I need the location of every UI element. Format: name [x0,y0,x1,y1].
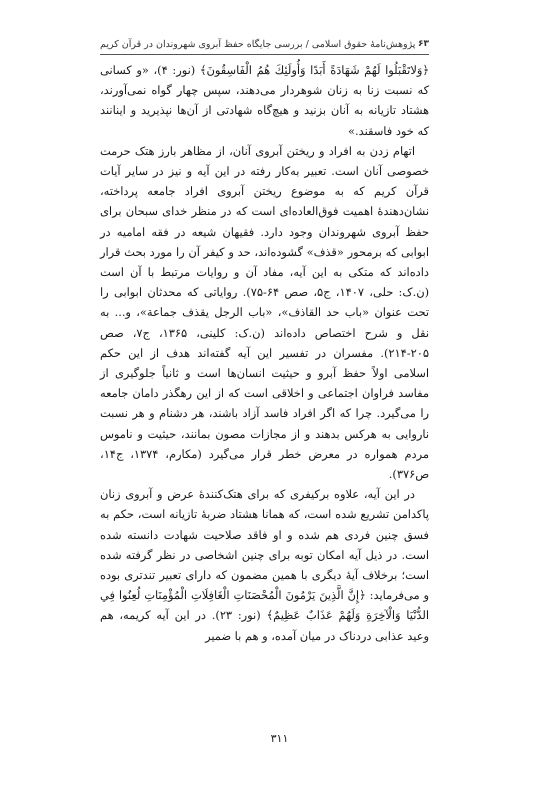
footer-page-number: ۳۱۱ [270,732,289,745]
header-divider [100,54,429,55]
page-body [100,60,429,646]
header-page-number: ۶۳ [418,39,429,49]
paragraph-1: ﴿وَلاتَقْبَلُوا لَهُمْ شَهَادَةً أَبَدًا وَأُولَئِكَ هُمُ الْفَاسِقُونَ﴾ (نور: ۴)، «و کسانی که نسبت زنا به زنان شوهردار می‌دهند، سپس چهار گواه نمی‌آورند، هشتاد تازیانه به آنان بزنید و هیچ‌گاه شهادتی از آن‌ها نپذیرید و اینانند که خود فاسقند.» [100,63,429,138]
header-running-title: پژوهش‌نامهٔ حقوق اسلامی / بررسی جایگاه حفظ آبروی شهروندان در قرآن کریم [100,38,416,50]
paragraph-2: اتهام زدن به افراد و ریختن آبروی آنان، از مظاهر بارز هتک حرمت خصوصی آنان است. تعبیر به‌کار رفته در این آیه و نیز در سایر آیات قرآن کریم که به موضوع ریختن آبروی افراد جامعه پرداخته، نشان‌دهندهٔ اهمیت فوق‌العاده‌ای است که در منظر خدای سبحان برای حفظ آبروی شهروندان وجود دارد. فقیهان شیعه در فقه امامیه در ابوابی که برمحور «قذف» گشوده‌اند، حد و کیفر آن را مورد بحث قرار داده‌اند که متکی به این آیه، مفاد آن و روایات مرتبط با آن است (ن.ک: حلی، ۱۴۰۷، ج۵، صص ۶۴-۷۵). روایاتی که محدثان ابوابی را تحت عنوان «باب حد القاذف»، «باب الرجل یقذف جماعة»، و... به نقل و شرح اختصاص داده‌اند (ن.ک: کلینی، ۱۳۶۵، ج۷، صص ۲۰۵-۲۱۴). مفسران در تفسیر این آیه گفته‌اند هدف از این حکم اسلامی اولاً حفظ آبرو و حیثیت انسان‌ها است و ثانیاً جلوگیری از مفاسد فراوان اجتماعی و اخلاقی است که از این رهگذر دامان جامعه را می‌گیرد. چرا که اگر افراد فاسد آزاد باشند، هر دشنام و هر نسبت ناروایی به هرکس بدهند و از مجازات مصون بمانند، حیثیت و ناموس مردم همواره در معرض خطر قرار می‌گیرد (مکارم، ۱۳۷۴، ج۱۴، ص۳۷۶). [100,143,430,482]
paragraph-3: در این آیه، علاوه برکیفری که برای هتک‌کنندهٔ عرض و آبروی زنان پاکدامن تشریع شده است، که همانا هشتاد ضربهٔ تازیانه است، حکم به فسق چنین فردی هم شده و او فاقد صلاحیت شهادت دانسته شده است. در ذیل آیه امکان توبه برای چنین اشخاصی در نظر گرفته شده است؛ برخلاف آیهٔ دیگری با همین مضمون که دارای تعبیر تندتری بوده و می‌فرماید: ﴿إِنَّ الَّذِينَ يَرْمُونَ الْمُحْصَنَاتِ الْغَافِلَاتِ الْمُؤْمِنَاتِ لُعِنُوا فِي الدُّنْيَا وَالْآخِرَةِ وَلَهُمْ عَذَابٌ عَظِيمٌ﴾ (نور: ۲۳). در این آیه کریمه، هم وعید عذابی دردناک در میان آمده، و هم با ضمیر [100,487,429,643]
running-header [100,36,429,52]
